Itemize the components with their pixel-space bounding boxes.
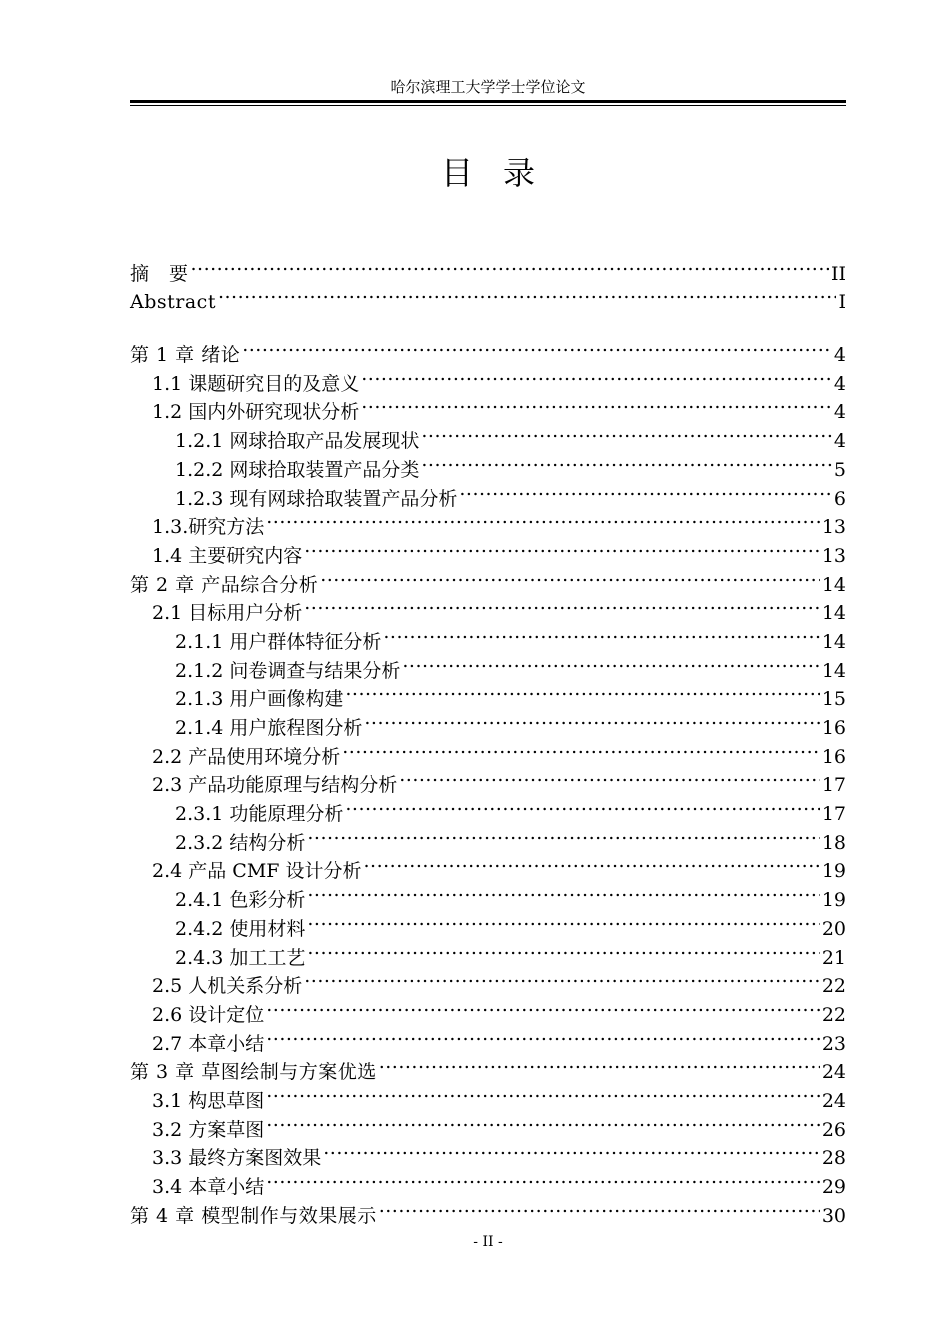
toc-dot-leader <box>399 763 820 792</box>
toc-entry-label: 3.4 本章小结 <box>152 1176 265 1198</box>
toc-entry[interactable] <box>130 418 846 453</box>
toc-entry[interactable] <box>130 591 846 625</box>
toc-dot-leader <box>323 1136 820 1165</box>
toc-entry-page: 14 <box>821 630 846 653</box>
toc-dot-leader <box>304 533 820 562</box>
toc-entry[interactable] <box>130 476 846 510</box>
toc-entry-label: 2.1.4 用户旅程图分析 <box>175 717 363 739</box>
toc-entry[interactable] <box>130 820 846 854</box>
toc-entry[interactable] <box>130 791 846 826</box>
toc-entry-label: 2.4.1 色彩分析 <box>175 889 306 912</box>
toc-entry-label: 2.2 产品使用环境分析 <box>152 745 341 768</box>
toc-dot-leader <box>421 447 832 476</box>
toc-entry-label: 3.1 构思草图 <box>152 1089 265 1112</box>
toc-entry-page: 17 <box>821 803 846 826</box>
toc-entry-label: 第 1 章 绪论 <box>130 344 241 367</box>
toc-front-matter <box>130 251 846 314</box>
toc-entry-page: 22 <box>821 975 846 998</box>
toc-entry-label: 2.6 设计定位 <box>152 1003 265 1026</box>
toc-dot-leader <box>421 418 832 447</box>
toc-dot-leader <box>191 251 829 280</box>
toc-entry-label: 第 4 章 模型制作与效果展示 <box>130 1204 377 1227</box>
toc-entry-label: 2.1.2 问卷调查与结果分析 <box>175 659 401 682</box>
toc-dot-leader <box>459 476 832 505</box>
toc-entry-page: 15 <box>821 688 846 711</box>
page-number: - II - <box>473 1234 503 1250</box>
toc-entry-page: 13 <box>821 516 846 539</box>
toc-entry[interactable] <box>130 251 846 285</box>
toc-dot-leader <box>345 677 819 706</box>
toc-entry-label: 2.7 本章小结 <box>152 1032 265 1055</box>
toc-dot-leader <box>266 505 820 534</box>
toc-entry-page: 21 <box>821 946 846 969</box>
toc-entry[interactable] <box>130 992 846 1026</box>
toc-entry-label: 2.3.1 功能原理分析 <box>175 803 344 826</box>
toc-dot-leader <box>266 1107 820 1136</box>
toc-entry-label: 第 2 章 产品综合分析 <box>130 573 319 596</box>
toc-entry[interactable] <box>130 332 846 367</box>
toc-entry[interactable] <box>130 1164 846 1198</box>
toc-dot-leader <box>266 1078 820 1107</box>
toc-entry-page: 26 <box>821 1118 846 1141</box>
toc-entry[interactable] <box>130 1136 846 1170</box>
toc-entry-page: II <box>830 262 846 285</box>
toc-dot-leader <box>361 361 832 390</box>
toc-entry-label: 3.2 方案草图 <box>152 1118 265 1141</box>
toc-entry-label: 1.2.1 网球拾取产品发展现状 <box>175 430 420 453</box>
running-header: 哈尔滨理工大学学士学位论文 <box>390 78 586 96</box>
toc-dot-leader <box>266 992 820 1021</box>
toc-entry-page: 30 <box>821 1204 846 1227</box>
header-rule-thick <box>130 100 846 103</box>
toc-entry-label: 2.4 产品 CMF 设计分析 <box>152 860 362 883</box>
toc-entry[interactable] <box>130 562 846 596</box>
toc-dot-leader <box>361 390 832 419</box>
toc-dot-leader <box>307 935 819 964</box>
toc-entry-page: 22 <box>821 1003 846 1026</box>
toc-entry-label: 2.4.2 使用材料 <box>175 917 306 940</box>
toc-entry[interactable] <box>130 390 846 424</box>
toc-title: 目录 <box>440 154 565 192</box>
toc-entry-label: 2.1.1 用户群体特征分析 <box>175 630 382 653</box>
toc-entry-page: 6 <box>833 487 846 510</box>
toc-entry-page: 18 <box>821 831 846 854</box>
toc-entry-page: 23 <box>821 1032 846 1055</box>
toc-entry[interactable] <box>130 648 846 682</box>
toc-dot-leader <box>266 1021 820 1050</box>
toc-dot-leader <box>383 619 819 648</box>
toc-entry-label: 1.2.2 网球拾取装置产品分类 <box>175 458 420 481</box>
toc-dot-leader <box>320 562 820 591</box>
toc-entry-label: 2.1 目标用户分析 <box>152 602 303 625</box>
header-rule-thin <box>130 105 846 106</box>
toc-entry[interactable] <box>130 877 846 912</box>
toc-entry-page: 19 <box>821 889 846 912</box>
toc-entry[interactable] <box>130 734 846 768</box>
toc-entry[interactable] <box>130 1021 846 1055</box>
toc-entry-label: 2.4.3 加工工艺 <box>175 946 306 969</box>
toc-dot-leader <box>307 877 819 906</box>
toc-dot-leader <box>364 849 820 878</box>
toc-entry-page: 14 <box>821 659 846 682</box>
toc-dot-leader <box>345 791 819 820</box>
toc-entry-page: 29 <box>821 1176 846 1198</box>
toc-entry-label: 3.3 最终方案图效果 <box>152 1147 322 1170</box>
toc-entry[interactable] <box>130 763 846 797</box>
toc-dot-leader <box>242 332 832 361</box>
toc-entry-page: 4 <box>833 372 846 395</box>
table-of-contents <box>130 251 846 1227</box>
toc-entry[interactable] <box>130 849 846 883</box>
toc-entry-page: 5 <box>833 458 846 481</box>
toc-entry[interactable] <box>130 964 846 998</box>
toc-entry-label: 1.4 主要研究内容 <box>152 544 303 567</box>
toc-dot-leader <box>218 280 837 309</box>
toc-entry-page: 24 <box>821 1061 846 1084</box>
toc-entry-page: 13 <box>821 544 846 567</box>
toc-dot-leader <box>266 1164 820 1193</box>
toc-entry-label: 1.2 国内外研究现状分析 <box>152 401 360 424</box>
toc-dot-leader <box>379 1050 820 1079</box>
toc-entry-label: 2.3 产品功能原理与结构分析 <box>152 774 398 797</box>
toc-entry-label: 2.3.2 结构分析 <box>175 831 306 854</box>
toc-entry[interactable] <box>130 1078 846 1112</box>
toc-entry-label: 1.1 课题研究目的及意义 <box>152 372 360 395</box>
toc-entry[interactable] <box>130 1193 846 1227</box>
toc-dot-leader <box>307 820 819 849</box>
toc-entry-label: 1.2.3 现有网球拾取装置产品分析 <box>175 487 458 510</box>
toc-entry-label: 摘 要 <box>130 262 189 285</box>
toc-dot-leader <box>364 705 819 734</box>
toc-entry-page: 4 <box>833 430 846 453</box>
toc-entry-label: 第 3 章 草图绘制与方案优选 <box>130 1061 377 1084</box>
toc-entry[interactable] <box>130 447 846 481</box>
toc-entry[interactable] <box>130 906 846 940</box>
toc-entry-page: 14 <box>821 602 846 625</box>
toc-spacer <box>130 308 846 332</box>
toc-entry[interactable] <box>130 533 846 567</box>
toc-entry-page: 4 <box>833 344 846 367</box>
toc-entry[interactable] <box>130 1050 846 1084</box>
toc-entry-label: Abstract <box>130 291 216 314</box>
toc-dot-leader <box>307 906 819 935</box>
toc-entry-page: 16 <box>821 717 846 739</box>
toc-dot-leader <box>379 1193 820 1222</box>
toc-entry-page: 16 <box>821 745 846 768</box>
toc-entry-label: 1.3.研究方法 <box>152 516 265 539</box>
toc-entry-page: I <box>838 291 846 314</box>
toc-chapters <box>130 332 846 1227</box>
toc-entry-page: 14 <box>821 573 846 596</box>
toc-entry-page: 17 <box>821 774 846 797</box>
toc-entry-page: 4 <box>833 401 846 424</box>
toc-entry-page: 28 <box>821 1147 846 1170</box>
toc-entry-page: 20 <box>821 917 846 940</box>
toc-entry[interactable] <box>130 361 846 395</box>
toc-entry[interactable] <box>130 505 846 539</box>
toc-entry[interactable] <box>130 935 846 969</box>
toc-entry[interactable] <box>130 619 846 653</box>
toc-dot-leader <box>304 591 820 620</box>
toc-entry-page: 19 <box>821 860 846 883</box>
toc-entry[interactable] <box>130 280 846 314</box>
toc-dot-leader <box>402 648 819 677</box>
toc-entry[interactable] <box>130 1107 846 1141</box>
toc-entry-label: 2.1.3 用户画像构建 <box>175 688 344 711</box>
toc-entry-page: 24 <box>821 1089 846 1112</box>
toc-entry[interactable] <box>130 705 846 739</box>
toc-entry-label: 2.5 人机关系分析 <box>152 975 303 998</box>
toc-dot-leader <box>304 964 820 993</box>
toc-entry[interactable] <box>130 677 846 711</box>
toc-dot-leader <box>342 734 820 763</box>
